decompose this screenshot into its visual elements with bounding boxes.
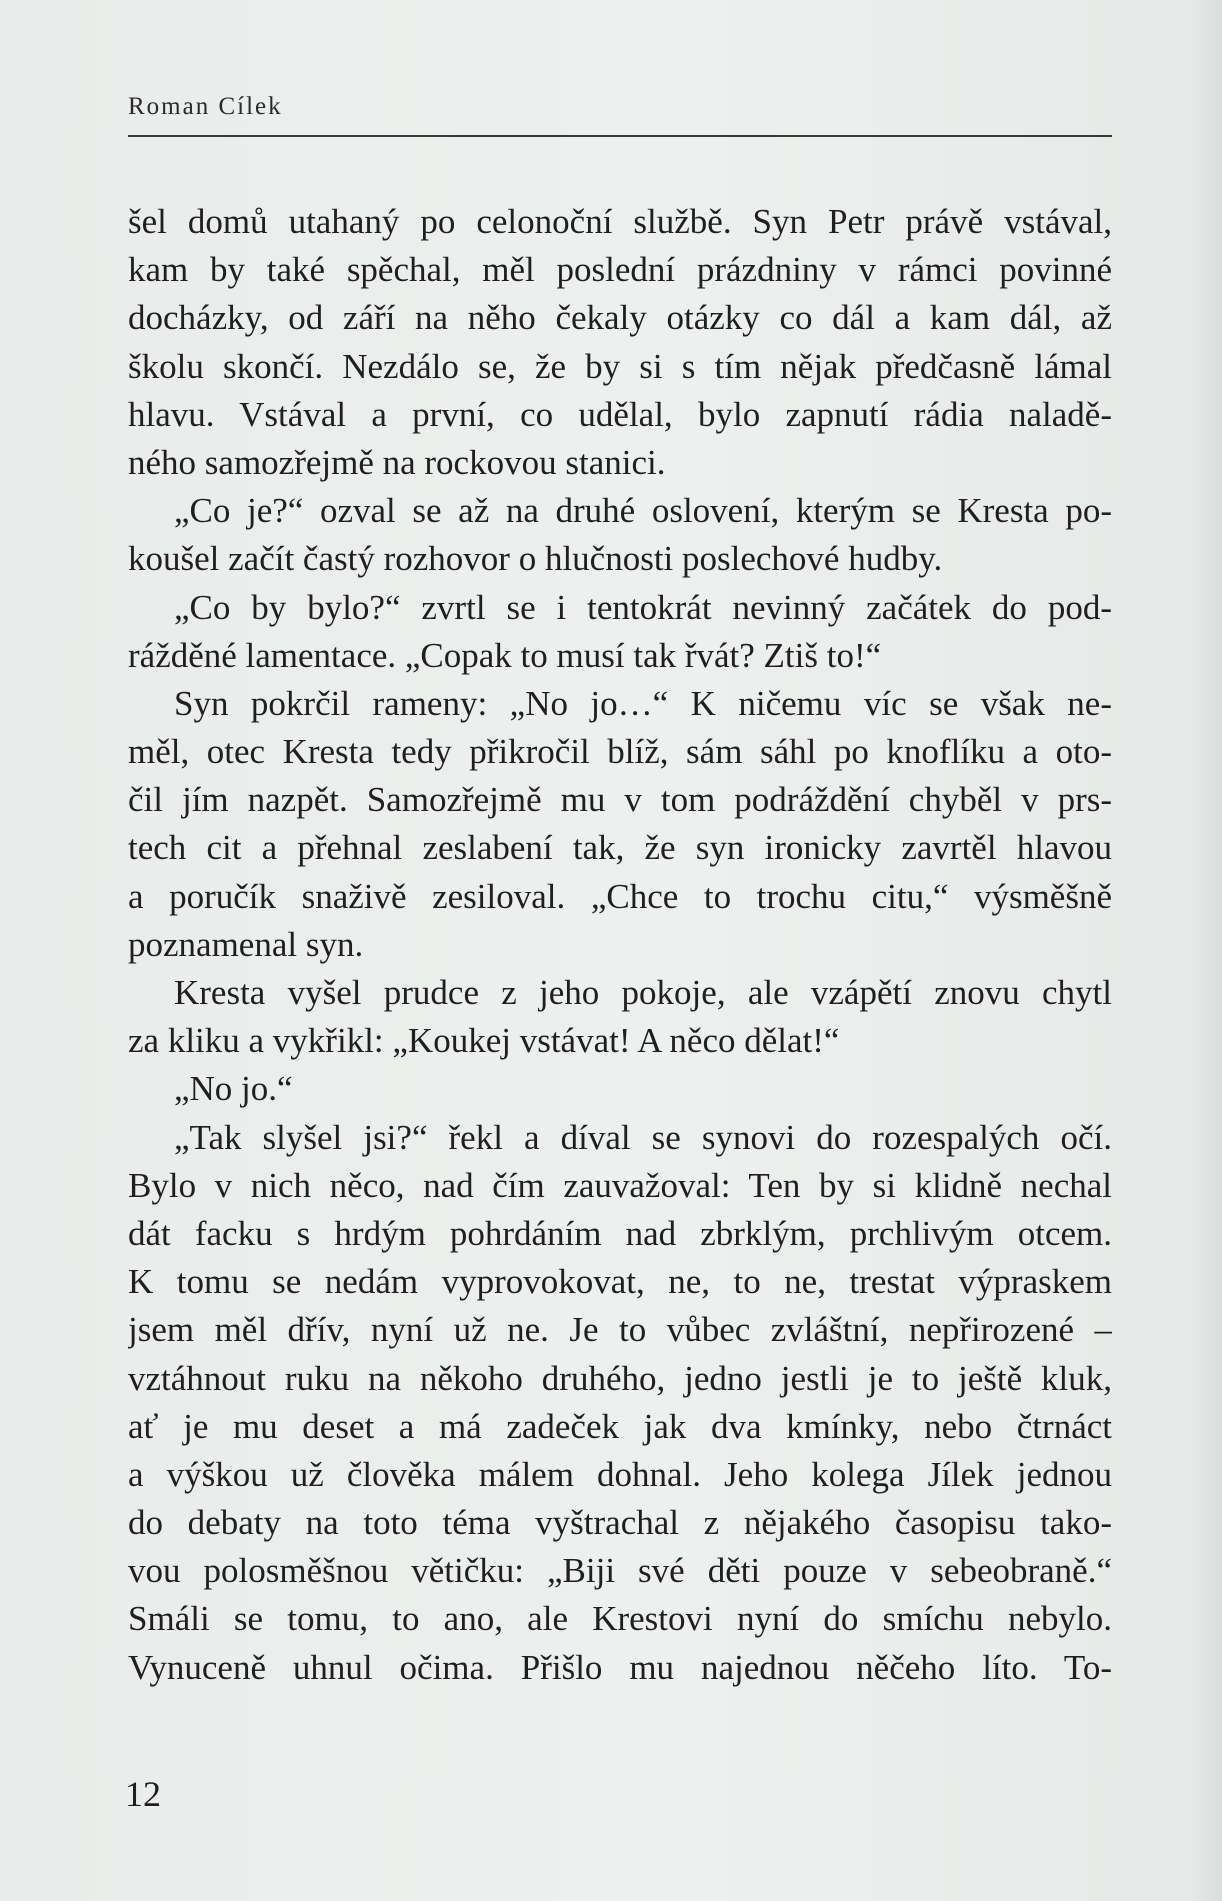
text-line: Syn pokrčil rameny: „No jo…“ K ničemu víc se však ne- — [174, 683, 1112, 723]
text-line: kam by také spěchal, měl poslední prázdniny v rámci povinné — [128, 250, 1112, 290]
body-text — [128, 198, 1112, 1692]
text-line: a výškou už člověka málem dohnal. Jeho kolega Jílek jednou — [128, 1454, 1112, 1494]
text-line: vou polosměšnou větičku: „Biji své děti pouze v sebeobraně.“ — [128, 1551, 1112, 1591]
text-line: a poručík snaživě zesiloval. „Chce to trochu citu,“ výsměšně — [128, 876, 1112, 916]
text-line: měl, otec Kresta tedy přikročil blíž, sám sáhl po knoflíku a oto- — [128, 732, 1112, 772]
text-line: K tomu se nedám vyprovokovat, ne, to ne, trestat výpraskem — [128, 1262, 1112, 1302]
page-number: 12 — [125, 1774, 161, 1814]
text-line: koušel začít častý rozhovor o hlučnosti poslechové hudby. — [128, 539, 943, 579]
text-line: šel domů utahaný po celonoční službě. Syn Petr právě vstával, — [128, 202, 1112, 241]
text-line: rážděné lamentace. „Copak to musí tak řvát? Ztiš to!“ — [128, 635, 882, 675]
text-line: „Co je?“ ozval se až na druhé oslovení, kterým se Kresta po- — [174, 491, 1112, 531]
text-line: „Tak slyšel jsi?“ řekl a díval se synovi do rozespalých očí. — [174, 1117, 1112, 1157]
text-line: Vynuceně uhnul očima. Přišlo mu najednou něčeho líto. To- — [128, 1647, 1112, 1687]
text-line: dát facku s hrdým pohrdáním nad zbrklým, prchlivým otcem. — [128, 1213, 1112, 1253]
text-line: ného samozřejmě na rockovou stanici. — [128, 442, 666, 482]
text-line: jsem měl dřív, nyní už ne. Je to vůbec zvláštní, nepřirozené – — [128, 1310, 1112, 1350]
text-line: Kresta vyšel prudce z jeho pokoje, ale vzápětí znovu chytl — [174, 973, 1112, 1012]
running-head-author: Roman Cílek — [128, 93, 283, 120]
text-line: školu skončí. Nezdálo se, že by si s tím nějak předčasně lámal — [128, 346, 1112, 386]
text-line: hlavu. Vstával a první, co udělal, bylo zapnutí rádia naladě- — [128, 394, 1112, 434]
text-line: ať je mu deset a má zadeček jak dva kmínky, nebo čtrnáct — [128, 1406, 1112, 1446]
header-rule — [128, 135, 1112, 137]
text-line: Smáli se tomu, to ano, ale Krestovi nyní do smíchu nebylo. — [128, 1599, 1112, 1639]
text-line: vztáhnout ruku na někoho druhého, jedno jestli je to ještě kluk, — [128, 1358, 1112, 1398]
text-line: docházky, od září na něho čekaly otázky co dál a kam dál, až — [128, 298, 1112, 338]
text-line: tech cit a přehnal zeslabení tak, že syn ironicky zavrtěl hlavou — [128, 828, 1112, 868]
text-line: čil jím nazpět. Samozřejmě mu v tom podráždění chyběl v prs- — [128, 780, 1112, 820]
page-edge-shadow — [1192, 0, 1222, 1901]
text-line: Bylo v nich něco, nad čím zauvažoval: Ten by si klidně nechal — [128, 1165, 1112, 1205]
text-line: „No jo.“ — [174, 1069, 293, 1109]
text-line: „Co by bylo?“ zvrtl se i tentokrát nevinný začátek do pod- — [174, 587, 1112, 627]
text-line: za kliku a vykřikl: „Koukej vstávat! A něco dělat!“ — [128, 1021, 840, 1061]
text-line: do debaty na toto téma vyštrachal z nějakého časopisu tako- — [128, 1503, 1112, 1543]
text-line: poznamenal syn. — [128, 924, 364, 964]
